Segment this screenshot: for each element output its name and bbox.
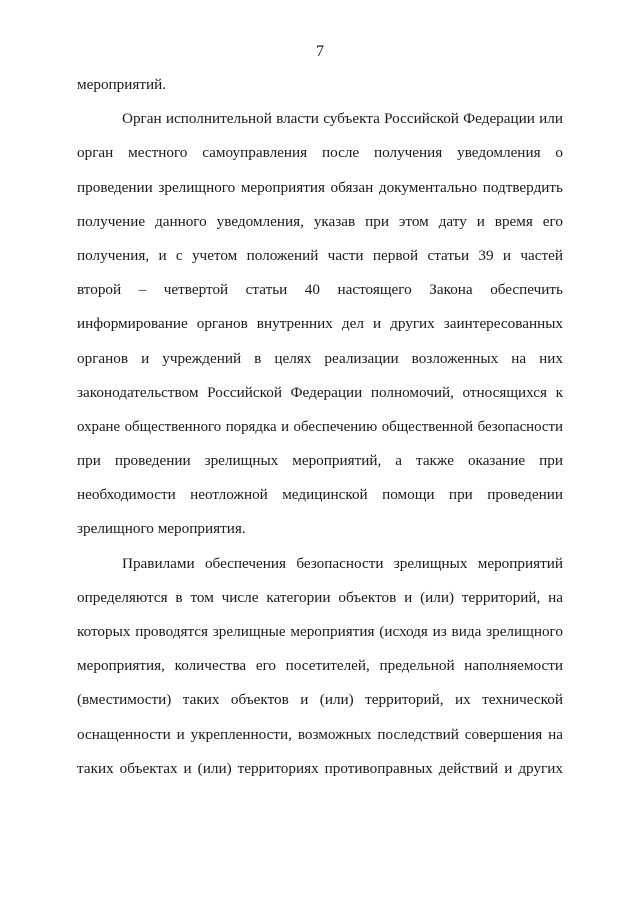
text-line: Правилами обеспечения безопасности зрелищных мероприятий — [122, 554, 563, 572]
text-line: зрелищного мероприятия. — [77, 520, 246, 538]
page-number: 7 — [316, 43, 324, 60]
text-line: определяются в том числе категории объектов и (или) территорий, на — [77, 588, 563, 606]
text-line: получение данного уведомления, указав при этом дату и время его — [77, 212, 563, 230]
text-line: мероприятий. — [77, 76, 167, 93]
text-line: охране общественного порядка и обеспечению общественной безопасности — [77, 418, 563, 435]
text-line: законодательством Российской Федерации полномочий, относящихся к — [77, 383, 563, 401]
text-line: которых проводятся зрелищные мероприятия (исходя из вида зрелищного — [77, 623, 563, 640]
text-line: оснащенности и укрепленности, возможных последствий совершения на — [77, 725, 563, 743]
text-line: второй – четвертой статьи 40 настоящего Закона обеспечить — [77, 281, 563, 299]
text-line: информирование органов внутренних дел и других заинтересованных — [77, 315, 563, 333]
text-line: получения, и с учетом положений части первой статьи 39 и частей — [77, 246, 563, 264]
text-line: орган местного самоуправления после получения уведомления о — [77, 144, 563, 162]
text-line: необходимости неотложной медицинской помощи при проведении — [77, 486, 563, 504]
text-line: при проведении зрелищных мероприятий, а также оказание при — [77, 452, 563, 470]
document-body — [77, 75, 563, 793]
text-line: органов и учреждений в целях реализации возложенных на них — [77, 349, 563, 367]
text-line: проведении зрелищного мероприятия обязан документально подтвердить — [77, 178, 563, 196]
text-line: мероприятия, количества его посетителей, предельной наполняемости — [77, 657, 563, 675]
text-line: таких объектах и (или) территориях противоправных действий и других — [77, 759, 563, 777]
text-line: (вместимости) таких объектов и (или) территорий, их технической — [77, 691, 563, 709]
text-line: Орган исполнительной власти субъекта Российской Федерации или — [122, 110, 563, 128]
